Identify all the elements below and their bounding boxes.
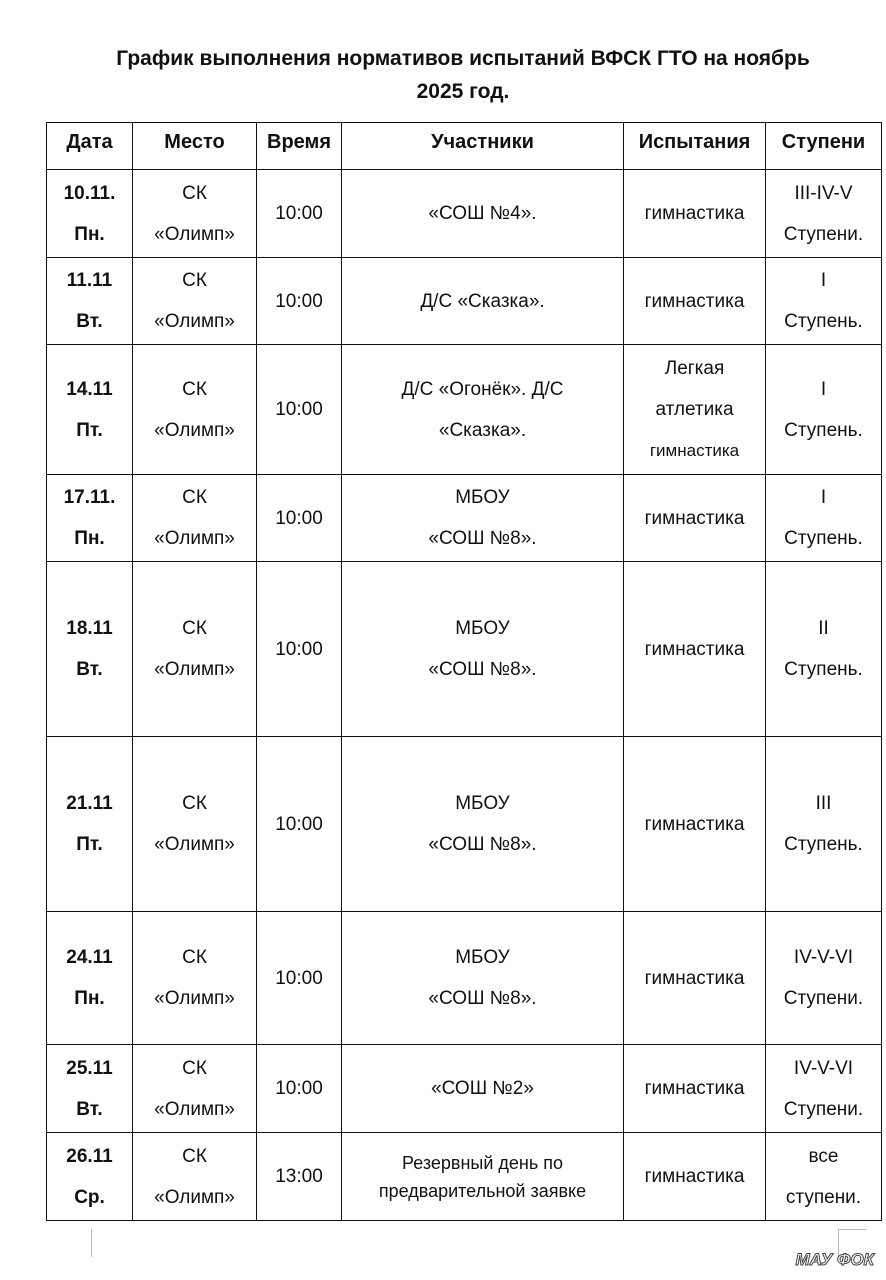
table-row: [47, 1045, 882, 1133]
page-corner-mark-left: [63, 1229, 92, 1257]
table-row: [47, 258, 882, 345]
time-cell: 10:00: [257, 345, 342, 475]
time-cell: 10:00: [257, 258, 342, 345]
table-header-row: [47, 123, 882, 170]
table-row: [47, 562, 882, 737]
place-cell: СК «Олимп»: [133, 345, 257, 475]
stages-cell: III-IV-V Ступени.: [766, 170, 882, 258]
time-cell: 10:00: [257, 737, 342, 912]
stages-cell: III Ступень.: [766, 737, 882, 912]
table-row: [47, 1133, 882, 1221]
participants-cell: Д/С «Сказка».: [342, 258, 624, 345]
table-row: [47, 737, 882, 912]
header-date: Дата: [47, 123, 133, 170]
stages-cell: IV-V-VI Ступени.: [766, 912, 882, 1045]
participants-cell: «СОШ №4».: [342, 170, 624, 258]
place-cell: СК «Олимп»: [133, 562, 257, 737]
tests-cell: гимнастика: [624, 258, 766, 345]
schedule-table: [46, 122, 882, 1221]
stages-cell: I Ступень.: [766, 345, 882, 475]
title-line-2: 2025 год.: [416, 80, 510, 103]
header-tests: Испытания: [624, 123, 766, 170]
tests-cell: гимнастика: [624, 170, 766, 258]
time-cell: 10:00: [257, 562, 342, 737]
place-cell: СК «Олимп»: [133, 475, 257, 562]
participants-cell: МБОУ «СОШ №8».: [342, 737, 624, 912]
participants-cell: Д/С «Огонёк». Д/С «Сказка».: [342, 345, 624, 475]
title-line-1: График выполнения нормативов испытаний ВФСК ГТО на ноябрь: [116, 47, 810, 70]
place-cell: СК «Олимп»: [133, 1133, 257, 1221]
header-time: Время: [257, 123, 342, 170]
tests-cell: гимнастика: [624, 1133, 766, 1221]
stages-cell: II Ступень.: [766, 562, 882, 737]
time-cell: 10:00: [257, 1045, 342, 1133]
header-participants: Участники: [342, 123, 624, 170]
date-cell: 21.11 Пт.: [47, 737, 133, 912]
participants-cell: «СОШ №2»: [342, 1045, 624, 1133]
place-cell: СК «Олимп»: [133, 258, 257, 345]
date-cell: 10.11. Пн.: [47, 170, 133, 258]
stages-cell: все ступени.: [766, 1133, 882, 1221]
date-cell: 24.11 Пн.: [47, 912, 133, 1045]
stages-cell: IV-V-VI Ступени.: [766, 1045, 882, 1133]
tests-cell: гимнастика: [624, 562, 766, 737]
table-row: [47, 912, 882, 1045]
date-cell: 14.11 Пт.: [47, 345, 133, 475]
table-row: [47, 345, 882, 475]
table-row: [47, 475, 882, 562]
tests-cell: гимнастика: [624, 737, 766, 912]
participants-cell: МБОУ «СОШ №8».: [342, 562, 624, 737]
document-title: [60, 42, 866, 108]
watermark-text: МАУ ФОК: [795, 1250, 874, 1269]
tests-cell: гимнастика: [624, 912, 766, 1045]
place-cell: СК «Олимп»: [133, 912, 257, 1045]
stages-cell: I Ступень.: [766, 475, 882, 562]
participants-cell: МБОУ «СОШ №8».: [342, 912, 624, 1045]
header-place: Место: [133, 123, 257, 170]
header-stages: Ступени: [766, 123, 882, 170]
place-cell: СК «Олимп»: [133, 170, 257, 258]
date-cell: 26.11 Ср.: [47, 1133, 133, 1221]
tests-cell: Легкая атлетика гимнастика: [624, 345, 766, 475]
participants-cell: МБОУ «СОШ №8».: [342, 475, 624, 562]
time-cell: 10:00: [257, 475, 342, 562]
tests-cell: гимнастика: [624, 1045, 766, 1133]
table-row: [47, 170, 882, 258]
date-cell: 11.11 Вт.: [47, 258, 133, 345]
time-cell: 13:00: [257, 1133, 342, 1221]
date-cell: 25.11 Вт.: [47, 1045, 133, 1133]
place-cell: СК «Олимп»: [133, 1045, 257, 1133]
participants-cell: Резервный день по предварительной заявке: [342, 1133, 624, 1221]
time-cell: 10:00: [257, 170, 342, 258]
date-cell: 18.11 Вт.: [47, 562, 133, 737]
stages-cell: I Ступень.: [766, 258, 882, 345]
time-cell: 10:00: [257, 912, 342, 1045]
date-cell: 17.11. Пн.: [47, 475, 133, 562]
place-cell: СК «Олимп»: [133, 737, 257, 912]
tests-cell: гимнастика: [624, 475, 766, 562]
